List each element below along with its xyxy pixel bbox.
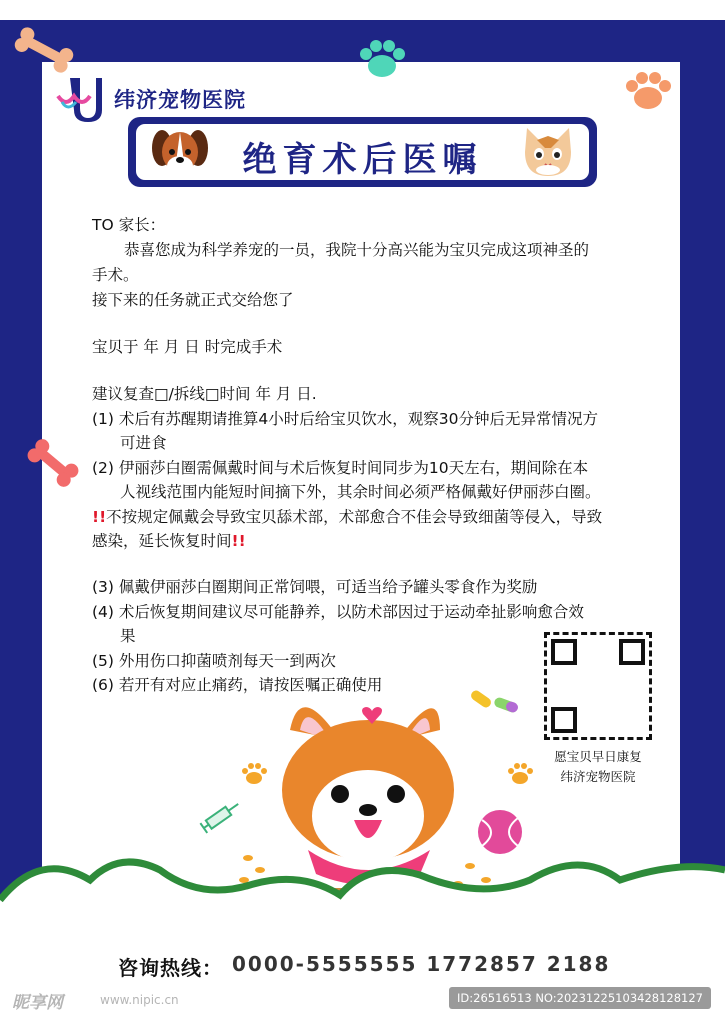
pills-icon (468, 688, 524, 722)
logo-mark-icon (56, 74, 102, 122)
hotline-label: 咨询热线： (118, 956, 223, 980)
watermark-url: www.nipic.cn (100, 993, 179, 1007)
syringe-icon (196, 796, 246, 836)
warning-text-1: 不按规定佩戴会导致宝贝舔术部，术部愈合不佳会导致细菌等侵入，导致 (106, 508, 603, 526)
item-3-line-1: (3) 佩戴伊丽莎白圈期间正常饲喂，可适当给予罐头零食作为奖励 (92, 578, 538, 596)
item-1-line-1: (1) 术后有苏醒期请推算4小时后给宝贝饮水，观察30分钟后无异常情况方 (92, 410, 598, 428)
hotline-numbers: 0000-5555555 1772857 2188 (232, 952, 611, 976)
handover-line: 接下来的任务就正式交给您了 (92, 291, 294, 309)
item-4-line-1: (4) 术后恢复期间建议尽可能静养，以防术部因过于运动牵扯影响愈合效 (92, 603, 584, 621)
qr-corner (551, 639, 577, 665)
warning-mark-end: !! (231, 532, 246, 550)
surgery-time-line: 宝贝于 年 月 日 时完成手术 (92, 338, 283, 356)
bone-icon (8, 26, 80, 74)
paw-icon (238, 760, 270, 788)
qr-code (544, 632, 652, 740)
paw-icon (618, 64, 678, 116)
item-4-line-2: 果 (120, 627, 136, 645)
qr-caption-line-2: 纬济宠物医院 (560, 769, 636, 784)
paw-icon (504, 760, 536, 788)
warning-line-1 (92, 505, 602, 527)
qr-corner (551, 707, 577, 733)
item-5-line-1: (5) 外用伤口抑菌喷剂每天一到两次 (92, 652, 336, 670)
bone-icon (24, 434, 82, 492)
paw-icon (352, 34, 412, 84)
item-2-line-2: 人视线范围内能短时间摘下外，其余时间必须严格佩戴好伊丽莎白圈。 (120, 483, 601, 501)
title-banner (128, 117, 597, 187)
warning-mark: !! (92, 508, 107, 526)
item-1-line-2: 可进食 (120, 434, 167, 452)
item-2-line-1: (2) 伊丽莎白圈需佩戴时间与术后恢复时间同步为10天左右，期间除在本 (92, 459, 589, 477)
watermark-id: ID:26516513 NO:20231225103428128127 (449, 987, 711, 1009)
watermark-site: 昵享网 (12, 993, 63, 1013)
qr-caption (530, 747, 666, 787)
warning-line-2 (92, 529, 246, 551)
intro-line-2: 手术。 (92, 266, 139, 284)
title-inner (136, 124, 589, 180)
cat-head-icon (521, 122, 575, 178)
heart-icon (360, 704, 384, 726)
intro-line-1: 恭喜您成为科学养宠的一员，我院十分高兴能为宝贝完成这项神圣的 (124, 241, 590, 259)
item-6-line-1: (6) 若开有对应止痛药，请按医嘱正确使用 (92, 676, 383, 694)
qr-corner (619, 639, 645, 665)
page-title: 绝育术后医嘱 (242, 140, 483, 180)
recheck-line: 建议复查□/拆线□时间 年 月 日. (92, 385, 317, 403)
greeting-line: TO 家长： (92, 216, 166, 234)
hospital-name: 纬济宠物医院 (114, 88, 246, 112)
qr-caption-line-1: 愿宝贝早日康复 (554, 749, 642, 764)
warning-text-2: 感染，延长恢复时间 (92, 532, 232, 550)
